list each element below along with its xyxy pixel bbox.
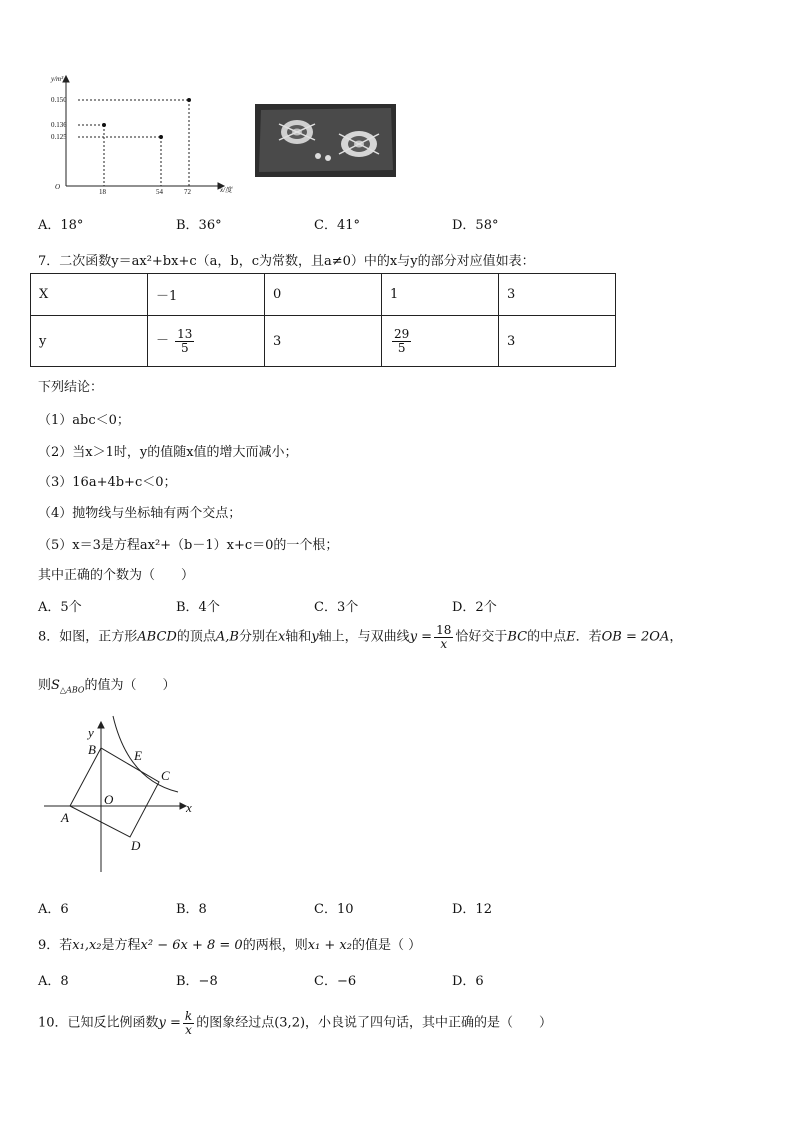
q7-question: 其中正确的个数为（ ） — [38, 568, 195, 583]
q8-label-b: B — [88, 742, 96, 757]
q8-square — [70, 748, 159, 837]
q8-stem-line1 — [38, 624, 682, 650]
q9-option-a[interactable]: A．8 — [38, 974, 69, 989]
fraction-denominator: x — [185, 1022, 192, 1037]
q7-intro: 下列结论： — [38, 380, 104, 395]
table-cell: 3 — [265, 316, 382, 367]
fraction — [183, 1010, 194, 1036]
table-row — [31, 316, 616, 367]
math: A,B — [215, 629, 239, 645]
math: S — [51, 678, 60, 693]
fraction-denominator: 5 — [397, 340, 406, 355]
q7-value-table — [30, 273, 616, 367]
text: 恰好交于 — [455, 629, 508, 645]
text: 轴上，与双曲线 — [318, 629, 410, 645]
table-cell: 1 — [382, 274, 499, 316]
fraction — [434, 624, 453, 650]
q8-option-b[interactable]: B．8 — [176, 902, 207, 917]
q7-conclusion-5: （5）x＝3是方程ax²+（b－1）x+c＝0的一个根； — [38, 538, 339, 553]
q8-label-d: D — [131, 838, 141, 853]
q6-point-72 — [187, 98, 191, 102]
q8-label-a: A — [61, 810, 69, 825]
q6-y-tick-2: 0.136 — [51, 121, 67, 129]
math: ABCD — [137, 629, 177, 645]
text: 的图象经过点 — [196, 1015, 275, 1031]
q7-stem: 7．二次函数y＝ax²+bx+c（a，b，c为常数，且a≠0）中的x与y的部分对应值如表： — [38, 254, 535, 269]
math: x² − 6x + 8 = 0 — [140, 938, 243, 953]
fraction — [175, 328, 194, 354]
math: BC — [507, 629, 528, 645]
q8-stem-line2 — [38, 674, 175, 695]
q7-conclusion-1: （1）abc＜0； — [38, 413, 130, 428]
q8-option-d[interactable]: D．12 — [452, 902, 492, 917]
q9-option-b[interactable]: B．−8 — [176, 974, 218, 989]
q6-origin: O — [55, 183, 61, 191]
table-cell: 3 — [499, 316, 616, 367]
q8-label-x: x — [186, 800, 192, 815]
fraction-denominator: 5 — [180, 340, 189, 355]
q6-y-tick-3: 0.125 — [51, 133, 67, 141]
q6-y-arrow — [63, 76, 69, 82]
fraction-numerator: 13 — [177, 326, 193, 341]
fraction-numerator: k — [184, 1009, 193, 1023]
table-cell: －1 — [148, 274, 265, 316]
table-cell: 0 — [265, 274, 382, 316]
table-cell: X — [31, 274, 148, 316]
q6-y-unit: y/m³ — [51, 75, 64, 83]
text: 的中点 — [527, 629, 567, 645]
q8-label-e: E — [134, 748, 142, 763]
text: 10．已知反比例函数 — [38, 1015, 159, 1031]
fraction — [392, 328, 411, 354]
q7-option-a[interactable]: A．5个 — [38, 600, 82, 615]
math: OB = 2OA — [601, 629, 670, 645]
q8-option-c[interactable]: C．10 — [314, 902, 354, 917]
text: 分别在 — [238, 629, 278, 645]
q8-figure — [40, 712, 210, 882]
q7-conclusion-4: （4）抛物线与坐标轴有两个交点； — [38, 506, 242, 521]
q9-stem — [38, 934, 421, 953]
q6-option-d[interactable]: D．58° — [452, 218, 499, 233]
fraction-denominator: x — [440, 636, 448, 651]
text: 的两根，则 — [242, 938, 308, 953]
table-cell: 3 — [499, 274, 616, 316]
text: 8．如图，正方形 — [38, 629, 138, 645]
q8-label-c: C — [161, 768, 170, 783]
math: x₁,x₂ — [72, 938, 102, 953]
table-cell: y — [31, 316, 148, 367]
q6-x-tick-1: 18 — [99, 188, 106, 196]
text: 是方程 — [101, 938, 141, 953]
q7-option-d[interactable]: D．2个 — [452, 600, 497, 615]
neg-sign: － — [156, 333, 170, 349]
q9-option-c[interactable]: C．−6 — [314, 974, 357, 989]
q6-x-tick-2: 54 — [156, 188, 163, 196]
math: x₁ + x₂ — [307, 938, 352, 953]
text: 的顶点 — [176, 629, 216, 645]
q8-label-o: O — [104, 792, 114, 807]
q6-chart-figure — [40, 72, 255, 202]
q8-option-a[interactable]: A．6 — [38, 902, 69, 917]
table-cell — [148, 316, 265, 367]
q9-option-d[interactable]: D．6 — [452, 974, 484, 989]
text: 轴和 — [285, 629, 312, 645]
math-subscript: △ABO — [59, 685, 85, 695]
q7-option-c[interactable]: C．3个 — [314, 600, 359, 615]
text: 则 — [38, 678, 52, 693]
math: y — [311, 629, 319, 645]
table-row — [31, 274, 616, 316]
fraction-numerator: 29 — [394, 326, 410, 341]
fraction-numerator: 18 — [436, 623, 452, 637]
q6-option-a[interactable]: A．18° — [38, 218, 84, 233]
q8-y-arrow — [98, 722, 104, 728]
math: (3,2) — [274, 1015, 306, 1031]
q8-label-y: y — [88, 725, 94, 740]
q7-conclusion-2: （2）当x＞1时，y的值随x值的增大而减小； — [38, 445, 298, 460]
stove-illustration — [255, 104, 396, 177]
q10-stem — [38, 1010, 552, 1036]
q6-x-tick-3: 72 — [184, 188, 191, 196]
stove-photo — [255, 104, 396, 177]
text: ， — [669, 629, 683, 645]
text: 的值为（ ） — [84, 678, 176, 693]
q6-point-18 — [102, 123, 106, 127]
q6-y-tick-1: 0.150 — [51, 96, 67, 104]
q7-option-b[interactable]: B．4个 — [176, 600, 220, 615]
math: x — [277, 629, 286, 645]
text: 的值是（ ） — [351, 938, 422, 953]
q6-option-b[interactable]: B．36° — [176, 218, 222, 233]
q6-option-c[interactable]: C．41° — [314, 218, 360, 233]
math: y = — [158, 1015, 181, 1031]
q6-x-unit: x/度 — [220, 186, 233, 194]
math: E — [566, 629, 576, 645]
q7-conclusion-3: （3）16a+4b+c＜0； — [38, 475, 177, 490]
math: y = — [409, 629, 433, 645]
q6-point-54 — [159, 135, 163, 139]
text: ．若 — [575, 629, 602, 645]
text: ，小良说了四句话，其中正确的是（ ） — [305, 1015, 553, 1031]
text: 9．若 — [38, 938, 73, 953]
table-cell — [382, 316, 499, 367]
